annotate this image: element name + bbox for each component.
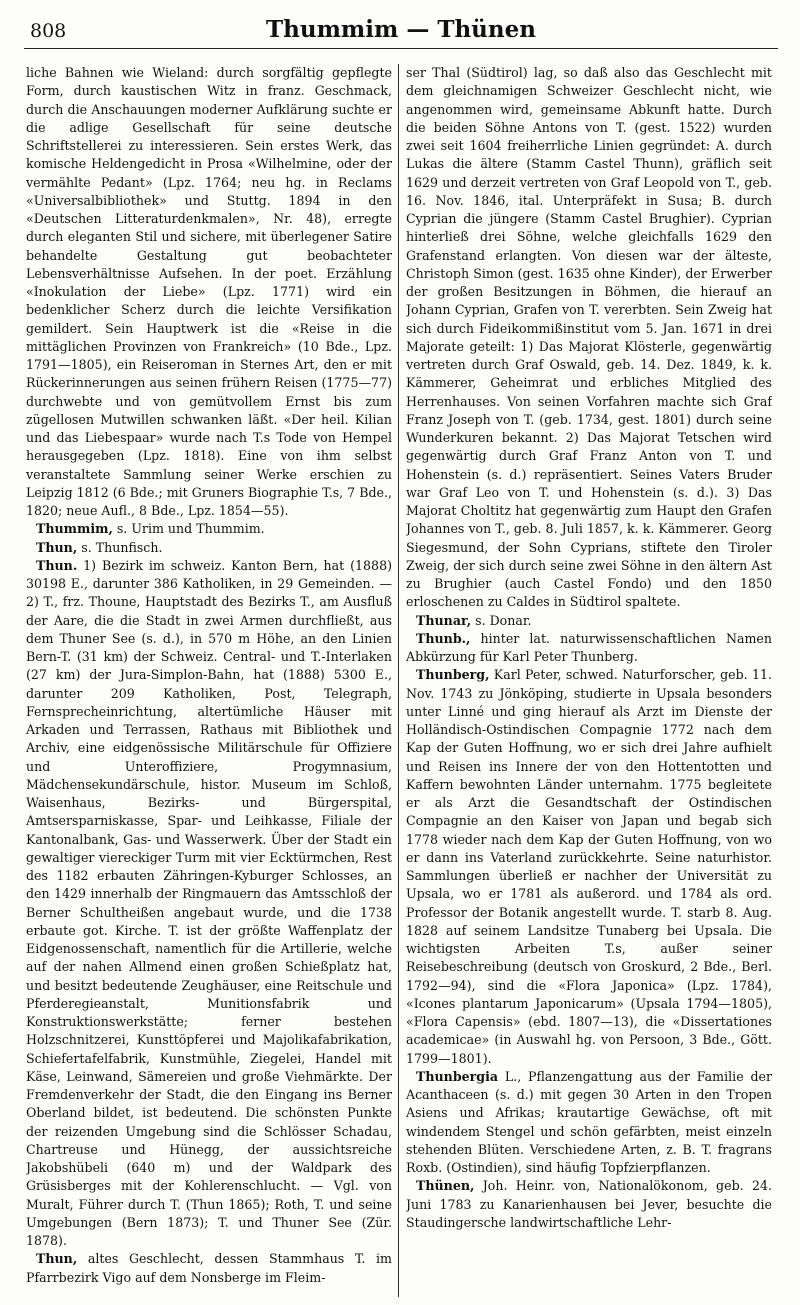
entry-headword: Thun, (36, 1251, 78, 1267)
entry-headword: Thun, (36, 539, 78, 555)
left-column (26, 64, 392, 1297)
dictionary-entry (406, 1068, 772, 1178)
dictionary-entry (406, 1177, 772, 1232)
entry-headword: Thunb., (416, 630, 471, 646)
text-columns (26, 64, 778, 1297)
dictionary-entry (26, 557, 392, 1251)
page-header (24, 14, 778, 49)
dictionary-entry (406, 64, 772, 612)
entry-text: s. Donar. (471, 612, 532, 628)
page-number: 808 (30, 20, 67, 42)
entry-text: Karl Peter, schwed. Naturforscher, geb. 11. Nov. 1743 zu Jönköping, studierte in Upsala besonders unter Linné und ging hierauf als Arzt im Dienste der Holländisch-Ostindischen Compagnie 1772 nach dem Kap der Guten Hoffnung, wo er sich drei Jahre aufhielt und Reisen ins Innere der von den Hottentotten und Kaffern bewohnten Länder unternahm. 1775 begleitete er als Arzt die Gesandtschaft der Ostindischen Compagnie an den Kaiser von Japan und begab sich 1778 wieder nach dem Kap der Guten Hoffnung, von wo er dann ins Vaterland zurückkehrte. Seine naturhistor. Sammlungen überließ er nachher der Universität zu Upsala, wo er 1781 als außerord. und 1784 als ord. Professor der Botanik angestellt wurde. T. starb 8. Aug. 1828 auf seinem Landsitze Tunaberg bei Upsala. Die wichtigsten Arbeiten T.s, außer seiner Reisebeschreibung (deutsch von Groskurd, 2 Bde., Berl. 1792—94), sind die «Flora Japonica» (Lpz. 1784), «Icones plantarum Japonicarum» (Upsala 1794—1805), «Flora Capensis» (ebd. 1807—13), die «Dissertationes academicae» (in Auswahl hg. von Persoon, 3 Bde., Gött. 1799—1801). (406, 667, 772, 1066)
entry-text: s. Thunfisch. (77, 539, 163, 555)
entry-text: hinter lat. naturwissenschaftlichen Namen Abkürzung für Karl Peter Thunberg. (406, 630, 772, 664)
running-title: Thummim — Thünen (266, 16, 536, 43)
dictionary-entry (406, 630, 772, 667)
entry-headword: Thun. (36, 557, 78, 573)
dictionary-entry (406, 666, 772, 1068)
column-divider (398, 64, 399, 1297)
entry-text: s. Urim und Thummim. (112, 521, 265, 537)
entry-headword: Thunbergia (416, 1068, 499, 1084)
right-column (406, 64, 772, 1297)
dictionary-entry (406, 612, 772, 630)
entry-headword: Thunberg, (416, 667, 490, 683)
entry-text: ser Thal (Südtirol) lag, so daß also das Geschlecht mit dem gleichnamigen Schweizer Geschlecht nicht, wie angenommen wird, gemeinsame Abkunft hatte. Durch die beiden Söhne Antons von T. (gest. 1522) wurden zwei seit 1604 freiherrliche Linien gegründet: A. durch Lukas die ältere (Stamm Castel Thunn), gräflich seit 1629 und derzeit vertreten von Graf Leopold von T., geb. 16. Nov. 1846, ital. Unterpräfekt in Susa; B. durch Cyprian die jüngere (Stamm Castel Brughier). Cyprian hinterließ drei Söhne, welche gleichfalls 1629 den Grafenstand erlangten. Von diesen war der älteste, Christoph Simon (gest. 1635 ohne Kinder), der Erwerber der großen Besitzungen in Böhmen, die hierauf an Johann Cyprian, Grafen von T. vererbten. Sein Zweig hat sich durch Fideikommißinstitut vom 5. Jan. 1671 in drei Majorate geteilt: 1) Das Majorat Klösterle, gegenwärtig vertreten durch Graf Oswald, geb. 14. Dez. 1849, k. k. Kämmerer, Geheimrat und erbliches Mitglied des Herrenhauses. Von seinen Vorfahren machte sich Graf Franz Joseph von T. (geb. 1734, gest. 1801) durch seine Wunderkuren bekannt. 2) Das Majorat Tetschen wird gegenwärtig durch Graf Franz Anton von T. und Hohenstein (s. d.) repräsentiert. Seines Vaters Bruder war Graf Leo von T. und Hohenstein (s. d.). 3) Das Majorat Choltitz hat gegenwärtig zum Haupt den Grafen Johannes von T., geb. 8. Juli 1857, k. k. Kämmerer. Georg Siegesmund, der Sohn Cyprians, stiftete den Tiroler Zweig, der sich durch seine zwei Söhne in den ältern Ast zu Brughier (auch Castel Fondo) und den 1850 erloschenen zu Caldes in Südtirol spaltete. (406, 65, 772, 610)
entry-text: L., Pflanzengattung aus der Familie der Acanthaceen (s. d.) mit gegen 30 Arten in den Tropen Asiens und Afrikas; krautartige Gewächse, oft mit windendem Stengel und schön gefärbten, meist einzeln stehenden Blüten. Verschiedene Arten, z. B. T. fragrans Roxb. (Ostindien), sind häufig Topfzierpflanzen. (406, 1068, 772, 1175)
entry-headword: Thunar, (416, 612, 472, 628)
entry-text: liche Bahnen wie Wieland: durch sorgfältig gepflegte Form, durch kaustischen Witz in franz. Geschmack, durch die Anschauungen moderner Aufklärung suchte er die adlige Gesellschaft für seine deutsche Schriftstellerei zu interessieren. Sein erstes Werk, das komische Heldengedicht in Prosa «Wilhelmine, oder der vermählte Pedant» (Lpz. 1764; neu hg. in Reclams «Universalbibliothek» und Stuttg. 1894 in den «Deutschen Litteraturdenkmalen», Nr. 48), erregte durch eleganten Stil und sichere, mit überlegener Satire behandelte Gestaltung gut beobachteter Lebensverhältnisse Aufsehen. In der poet. Erzählung «Inokulation der Liebe» (Lpz. 1771) wird ein bedenklicher Scherz durch die leichte Versifikation gemildert. Sein Hauptwerk ist die «Reise in die mittäglichen Provinzen von Frankreich» (10 Bde., Lpz. 1791—1805), ein Reiseroman in Sternes Art, den er mit Rückerinnerungen aus seinen frühern Reisen (1775—77) durchwebte und von gemütvollem Ernst bis zum zügellosen Mutwillen schwanken läßt. «Der heil. Kilian und das Liebespaar» wurde nach T.s Tode von Hempel herausgegeben (Lpz. 1818). Eine von ihm selbst veranstaltete Sammlung seiner Werke erschien zu Leipzig 1812 (6 Bde.; mit Gruners Biographie T.s, 7 Bde., 1820; neue Aufl., 8 Bde., Lpz. 1854—55). (26, 65, 392, 518)
dictionary-entry (26, 520, 392, 538)
entry-text: altes Geschlecht, dessen Stammhaus T. im Pfarrbezirk Vigo auf dem Nonsberge im Fleim- (26, 1251, 392, 1285)
entry-headword: Thünen, (416, 1178, 475, 1194)
dictionary-entry (26, 1250, 392, 1287)
dictionary-entry (26, 539, 392, 557)
entry-headword: Thummim, (36, 521, 113, 537)
entry-text: 1) Bezirk im schweiz. Kanton Bern, hat (1888) 30198 E., darunter 386 Katholiken, in 29 Gemeinden. — 2) T., frz. Thoune, Hauptstadt des Bezirks T., am Ausfluß der Aare, die die Stadt in zwei Armen durchfließt, aus dem Thuner See (s. d.), in 570 m Höhe, an den Linien Bern-T. (31 km) der Schweiz. Central- und T.-Interlaken (27 km) der Jura-Simplon-Bahn, hat (1888) 5300 E., darunter 209 Katholiken, Post, Telegraph, Fernsprecheinrichtung, altertümliche Häuser mit Arkaden und Terrassen, Rathaus mit Bibliothek und Archiv, eine eidgenössische Militärschule für Offiziere und Unteroffiziere, Progymnasium, Mädchensekundärschule, histor. Museum im Schloß, Waisenhaus, Bezirks- und Bürgerspital, Amtsersparniskasse, Spar- und Leihkasse, Filiale der Kantonalbank, Gas- und Wasserwerk. Über der Stadt ein gewaltiger viereckiger Turm mit vier Ecktürmchen, Rest des 1182 erbauten Zähringen-Kyburger Schlosses, an den 1429 innerhalb der Ringmauern das Amtsschloß der Berner Schultheißen angebaut wurde, und die 1738 erbaute got. Kirche. T. ist der größte Waffenplatz der Eidgenossenschaft, namentlich für die Artillerie, welche auf der nahen Allmend einen großen Schießplatz hat, und besitzt bedeutende Zeughäuser, eine Reitschule und Pferderegieanstalt, Munitionsfabrik und Konstruktionswerkstätte; ferner bestehen Holzschnitzerei, Kunsttöpferei und Majolikafabrikation, Schiefertafelfabrik, Kunstmühle, Ziegelei, Handel mit Käse, Leinwand, Sämereien und große Viehmärkte. Der Fremdenverkehr der Stadt, die den Eingang ins Berner Oberland bildet, ist bedeutend. Die schönsten Punkte der reizenden Umgebung sind die Schlösser Schadau, Chartreuse und Hünegg, der aussichtsreiche Jakobshübeli (640 m) und der Waldpark des Grüsisberges mit der Kohlerenschlucht. — Vgl. von Muralt, Führer durch T. (Thun 1865); Roth, T. und seine Umgebungen (Bern 1873); T. und Thuner See (Zür. 1878). (26, 557, 392, 1248)
dictionary-entry (26, 64, 392, 520)
entry-text: Joh. Heinr. von, Nationalökonom, geb. 24. Juni 1783 zu Kanarienhausen bei Jever, besuchte die Staudingersche landwirtschaftliche Lehr- (406, 1178, 772, 1230)
